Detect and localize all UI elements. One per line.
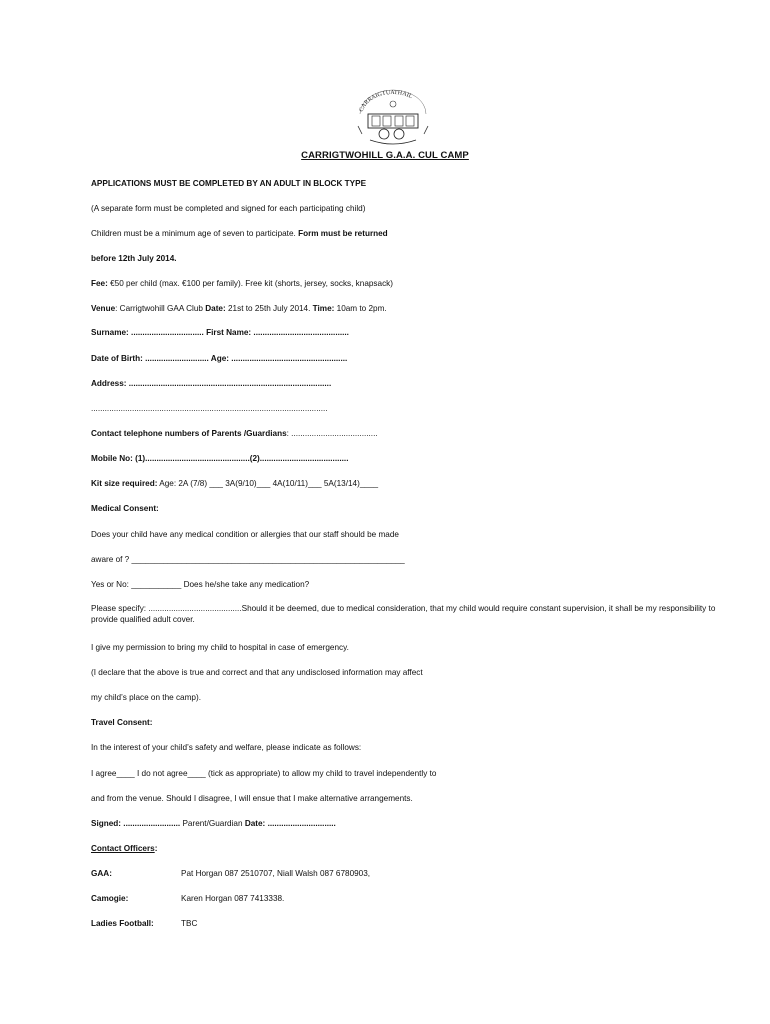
hospital-permission: I give my permission to bring my child to hospital in case of emergency. [91,643,349,652]
travel-text: In the interest of your child’s safety and welfare, please indicate as follows: [91,743,362,752]
medical-consent-heading: Medical Consent: [91,504,159,513]
min-age-note: Children must be a minimum age of seven to participate. Form must be returned [91,229,388,238]
club-crest-logo [350,84,436,148]
aware-of-field[interactable]: aware of ? ____________________________________________________________ [91,555,405,564]
officer-row: GAA: Pat Horgan 087 2510707, Niall Walsh 087 6780903, [91,869,371,878]
declaration: (I declare that the above is true and correct and that any undisclosed information may affect [91,668,423,677]
fee-line: Fee: €50 per child (max. €100 per family). Free kit (shorts, jersey, socks, knapsack) [91,279,393,288]
declaration-line2: my child’s place on the camp). [91,693,201,702]
form-title: CARRIGTWOHILL G.A.A. CUL CAMP [301,150,469,161]
contact-phone-field[interactable]: Contact telephone numbers of Parents /Guardians: ...................................... [91,429,378,438]
surname-field[interactable]: Surname: ................................ First Name: .......................................... [91,328,349,337]
please-specify-field[interactable]: Please specify: .........................................Should it be deemed, due to medical consideration, that my child would require constant supervision, it shall be my responsibility to provide qualified adult cover. [91,604,716,624]
venue-line: Venue: Carrigtwohill GAA Club Date: 21st to 25th July 2014. Time: 10am to 2pm. [91,304,387,313]
officer-row: Camogie: Karen Horgan 087 7413338. [91,894,285,903]
block-type-heading: APPLICATIONS MUST BE COMPLETED BY AN ADULT IN BLOCK TYPE [91,179,367,188]
kit-size-field[interactable]: Kit size required: Age: 2A (7/8) ___ 3A(9/10)___ 4A(10/11)___ 5A(13/14)____ [91,479,379,488]
agree-field-line2: and from the venue. Should I disagree, I will ensue that I make alternative arrangements. [91,794,413,803]
mobile-field[interactable]: Mobile No: (1)..............................................(2)....................................... [91,454,349,463]
medical-question: Does your child have any medical condition or allergies that our staff should be made [91,530,399,539]
contact-officers-heading: Contact Officers: [91,844,158,853]
address-field[interactable]: Address: ......................................................................................... [91,379,332,388]
address-field-line2[interactable]: ........................................................................................................ [91,404,328,413]
travel-consent-heading: Travel Consent: [91,718,153,727]
medication-field[interactable]: Yes or No: ___________ Does he/she take any medication? [91,580,310,589]
agree-field[interactable]: I agree____ I do not agree____ (tick as appropriate) to allow my child to travel independently to [91,769,437,778]
return-date: before 12th July 2014. [91,254,177,263]
svg-text:CARRAIGTUATHAIL: CARRAIGTUATHAIL [358,89,414,113]
signature-field[interactable]: Signed: ......................... Parent/Guardian Date: .............................. [91,819,336,828]
officer-row: Ladies Football: TBC [91,919,198,928]
dob-field[interactable]: Date of Birth: ............................ Age: ................................................... [91,354,348,363]
separate-form-note: (A separate form must be completed and signed for each participating child) [91,204,366,213]
